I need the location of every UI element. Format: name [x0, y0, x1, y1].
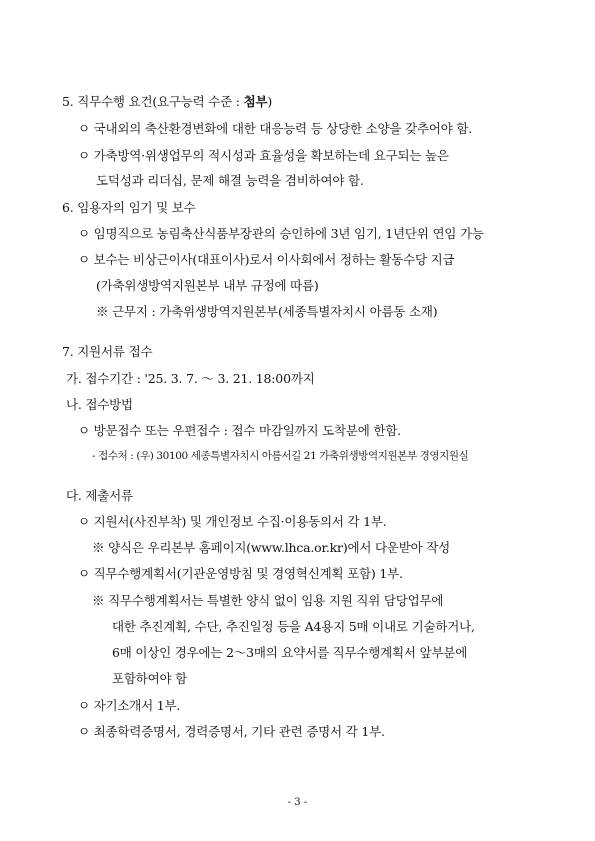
section-7-heading: 7. 지원서류 접수 — [62, 344, 153, 359]
section-5-heading-bold: 첨부 — [243, 94, 268, 109]
section-5-item-1: ㅇ 국내외의 축산환경변화에 대한 대응능력 등 상당한 소양을 갖추어야 함. — [78, 121, 472, 136]
section-7-documents-note-1: ※ 양식은 우리본부 홈페이지(www.lhca.or.kr)에서 다운받아 작성 — [92, 540, 451, 555]
section-7-documents-note-2-line-4: 포함하여야 함 — [112, 671, 188, 686]
section-7-documents-heading: 다. 제출서류 — [66, 488, 133, 503]
section-7-receipt-address: - 접수처 : (우) 30100 세종특별자치시 아름서길 21 가축위생방역지원본부 경영지원실 — [92, 450, 469, 462]
section-7-receipt-period: 가. 접수기간 : '25. 3. 7. ～ 3. 21. 18:00까지 — [66, 371, 315, 386]
section-6-heading: 6. 임용자의 임기 및 보수 — [62, 200, 196, 215]
section-6-note: ※ 근무지 : 가축위생방역지원본부(세종특별자치시 아름동 소재) — [96, 304, 438, 319]
section-5-item-2-line-1: ㅇ 가축방역·위생업무의 적시성과 효율성을 확보하는데 요구되는 높은 — [78, 148, 449, 163]
section-6-item-1: ㅇ 임명직으로 농림축산식품부장관의 승인하에 3년 임기, 1년단위 연임 가능 — [78, 226, 484, 241]
section-5-item-2-line-2: 도덕성과 리더십, 문제 해결 능력을 겸비하여야 함. — [96, 173, 364, 188]
section-7-documents-note-2-line-2: 대한 추진계획, 수단, 추진일정 등을 A4용지 5매 이내로 기술하거나, — [112, 619, 475, 634]
page-number: - 3 - — [287, 797, 308, 808]
section-7-documents-item-2: ㅇ 직무수행계획서(기관운영방침 및 경영혁신계획 포함) 1부. — [78, 566, 403, 581]
section-7-documents-item-4: ㅇ 최종학력증명서, 경력증명서, 기타 관련 증명서 각 1부. — [78, 724, 385, 739]
section-5-heading-prefix: 5. 직무수행 요건(요구능력 수준 : — [62, 94, 244, 109]
section-6-item-2-line-2: (가축위생방역지원본부 내부 규정에 따름) — [96, 278, 319, 293]
section-7-documents-note-2-line-3: 6매 이상인 경우에는 2～3매의 요약서를 직무수행계획서 앞부분에 — [112, 645, 468, 660]
section-7-receipt-method-heading: 나. 접수방법 — [66, 397, 133, 412]
section-7-receipt-method-item: ㅇ 방문접수 또는 우편접수 : 접수 마감일까지 도착분에 한함. — [78, 423, 401, 438]
section-6-item-2-line-1: ㅇ 보수는 비상근이사(대표이사)로서 이사회에서 정하는 활동수당 지급 — [78, 252, 455, 267]
section-7-documents-note-2-line-1: ※ 직무수행계획서는 특별한 양식 없이 임용 지원 직위 담당업무에 — [92, 593, 444, 608]
section-7-documents-item-1: ㅇ 지원서(사진부착) 및 개인정보 수집·이용동의서 각 1부. — [78, 514, 387, 529]
section-7-documents-item-3: ㅇ 자기소개서 1부. — [78, 698, 181, 713]
section-5-heading-suffix: ) — [267, 94, 273, 109]
section-5-heading — [62, 94, 272, 110]
